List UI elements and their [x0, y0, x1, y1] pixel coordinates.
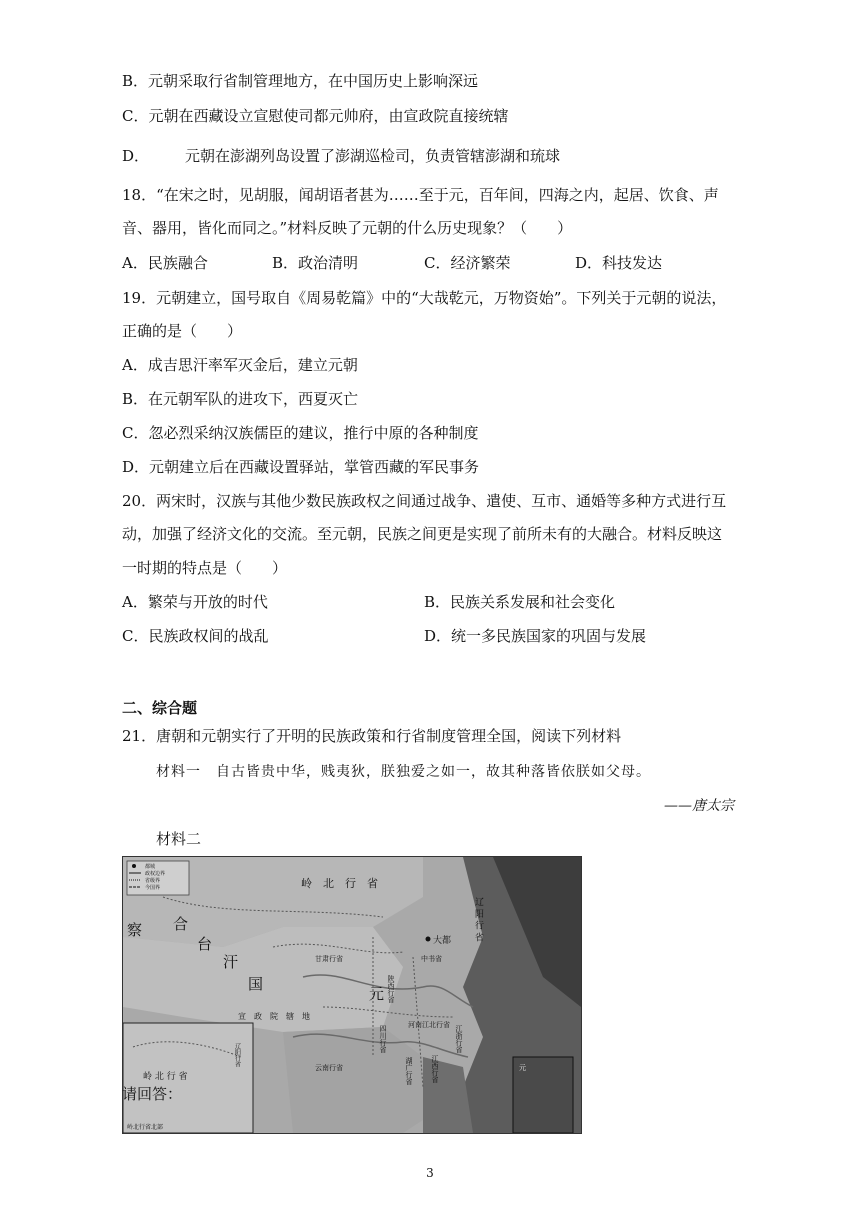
q17-option-d-letter: D． [122, 147, 150, 165]
q18-stem-line-2: 音、器用，皆化而同之。”材料反映了元朝的什么历史现象？（ ） [122, 219, 573, 237]
q20-option-c: C．民族政权间的战乱 [122, 627, 269, 645]
q21-material-2-label: 材料二 [156, 830, 202, 848]
label-jiangxi: 江西行省 [431, 1055, 439, 1083]
label-chagatai-4: 汗 [223, 953, 239, 971]
section-2-title: 二、综合题 [122, 699, 198, 717]
q19-stem-line-1: 19．元朝建立，国号取自《周易乾篇》中的“大哉乾元，万物资始”。下列关于元朝的说法， [122, 289, 727, 307]
q17-option-c: C．元朝在西藏设立宣慰使司都元帅府，由宣政院直接统辖 [122, 107, 509, 125]
q19-stem-line-2: 正确的是（ ） [122, 322, 243, 340]
q18-option-a: A．民族融合 [122, 254, 208, 272]
q19-option-c: C．忽必烈采纳汉族儒臣的建议，推行中原的各种制度 [122, 424, 479, 442]
q20-option-b: B．民族关系发展和社会变化 [424, 593, 616, 611]
inset-label-liaoyang: 辽阳行省 [233, 1043, 241, 1067]
q17-option-d [122, 146, 560, 166]
dadu-marker-icon [426, 937, 431, 942]
label-gansu: 甘肃行省 [315, 955, 343, 963]
q20-option-a: A．繁荣与开放的时代 [122, 593, 268, 611]
q20-option-d: D．统一多民族国家的巩固与发展 [424, 627, 647, 645]
legend-province: 省级界 [145, 878, 161, 884]
label-chagatai-5: 国 [248, 975, 264, 993]
label-chagatai-2: 合 [173, 915, 189, 933]
q21-material-1: 材料一 自古皆贵中华，贱夷狄，朕独爱之如一，故其种落皆依朕如父母。 [156, 764, 651, 780]
legend-border: 政权边界 [145, 871, 166, 877]
q18-option-b: B．政治清明 [272, 254, 359, 272]
inset-label-lingbei: 岭 北 行 省 [143, 1072, 188, 1082]
label-lingbei: 岭 北 行 省 [301, 877, 378, 890]
q18-option-c: C．经济繁荣 [424, 254, 511, 272]
q17-option-b: B．元朝采取行省制管理地方，在中国历史上影响深远 [122, 72, 479, 90]
inset2-label: 元 [519, 1064, 526, 1072]
yuan-province-map [122, 856, 582, 1134]
q19-option-d: D．元朝建立后在西藏设置驿站，掌管西藏的军民事务 [122, 458, 480, 476]
q21-material-1-source: ——唐太宗 [664, 798, 734, 814]
q19-option-a: A．成吉思汗率军灭金后，建立元朝 [122, 356, 358, 374]
label-yuan: 元 [369, 985, 385, 1003]
label-liaoyang: 辽 阳 行 省 [473, 897, 483, 942]
q21-stem: 21．唐朝和元朝实行了开明的民族政策和行省制度管理全国，阅读下列材料 [122, 727, 622, 745]
label-henan: 河南江北行省 [408, 1021, 450, 1029]
q20-stem-line-2: 动，加强了经济文化的交流。至元朝，民族之间更是实现了前所未有的大融合。材料反映这 [122, 525, 723, 543]
label-chagatai-3: 台 [197, 935, 213, 953]
inset-caption: 岭北行省北部 [127, 1124, 164, 1131]
label-yunnan: 云南行省 [315, 1064, 343, 1072]
label-jiangzhe: 江浙行省 [455, 1025, 463, 1053]
q18-option-d: D．科技发达 [575, 254, 663, 272]
label-zhongshu: 中书省 [421, 955, 442, 963]
q20-stem-line-3: 一时期的特点是（ ） [122, 559, 288, 577]
map-graphic [123, 857, 581, 1133]
q18-stem-line-1: 18．“在宋之时，见胡服，闻胡语者甚为……至于元，百年间，四海之内，起居、饮食、声 [122, 186, 719, 204]
legend-capital: 都城 [145, 864, 156, 870]
label-huguang: 湖广行省 [405, 1057, 413, 1085]
page-number: 3 [426, 1166, 434, 1180]
q21-prompt: 请回答： [122, 1085, 183, 1103]
legend-modern: 今国界 [145, 885, 161, 891]
capital-legend-icon [132, 864, 136, 868]
q19-option-b: B．在元朝军队的进攻下，西夏灭亡 [122, 390, 359, 408]
label-dadu: 大都 [433, 936, 452, 946]
label-chagatai-1: 察 [127, 921, 143, 939]
label-sichuan: 四川行省 [379, 1025, 387, 1053]
q20-stem-line-1: 20．两宋时，汉族与其他少数民族政权之间通过战争、遣使、互市、通婚等多种方式进行互 [122, 492, 727, 510]
label-xuanzheng: 宣 政 院 辖 地 [238, 1012, 310, 1021]
label-shaanxi: 陕西行省 [387, 975, 395, 1003]
q17-option-d-text: 元朝在澎湖列岛设置了澎湖巡检司，负责管辖澎湖和琉球 [185, 147, 561, 165]
